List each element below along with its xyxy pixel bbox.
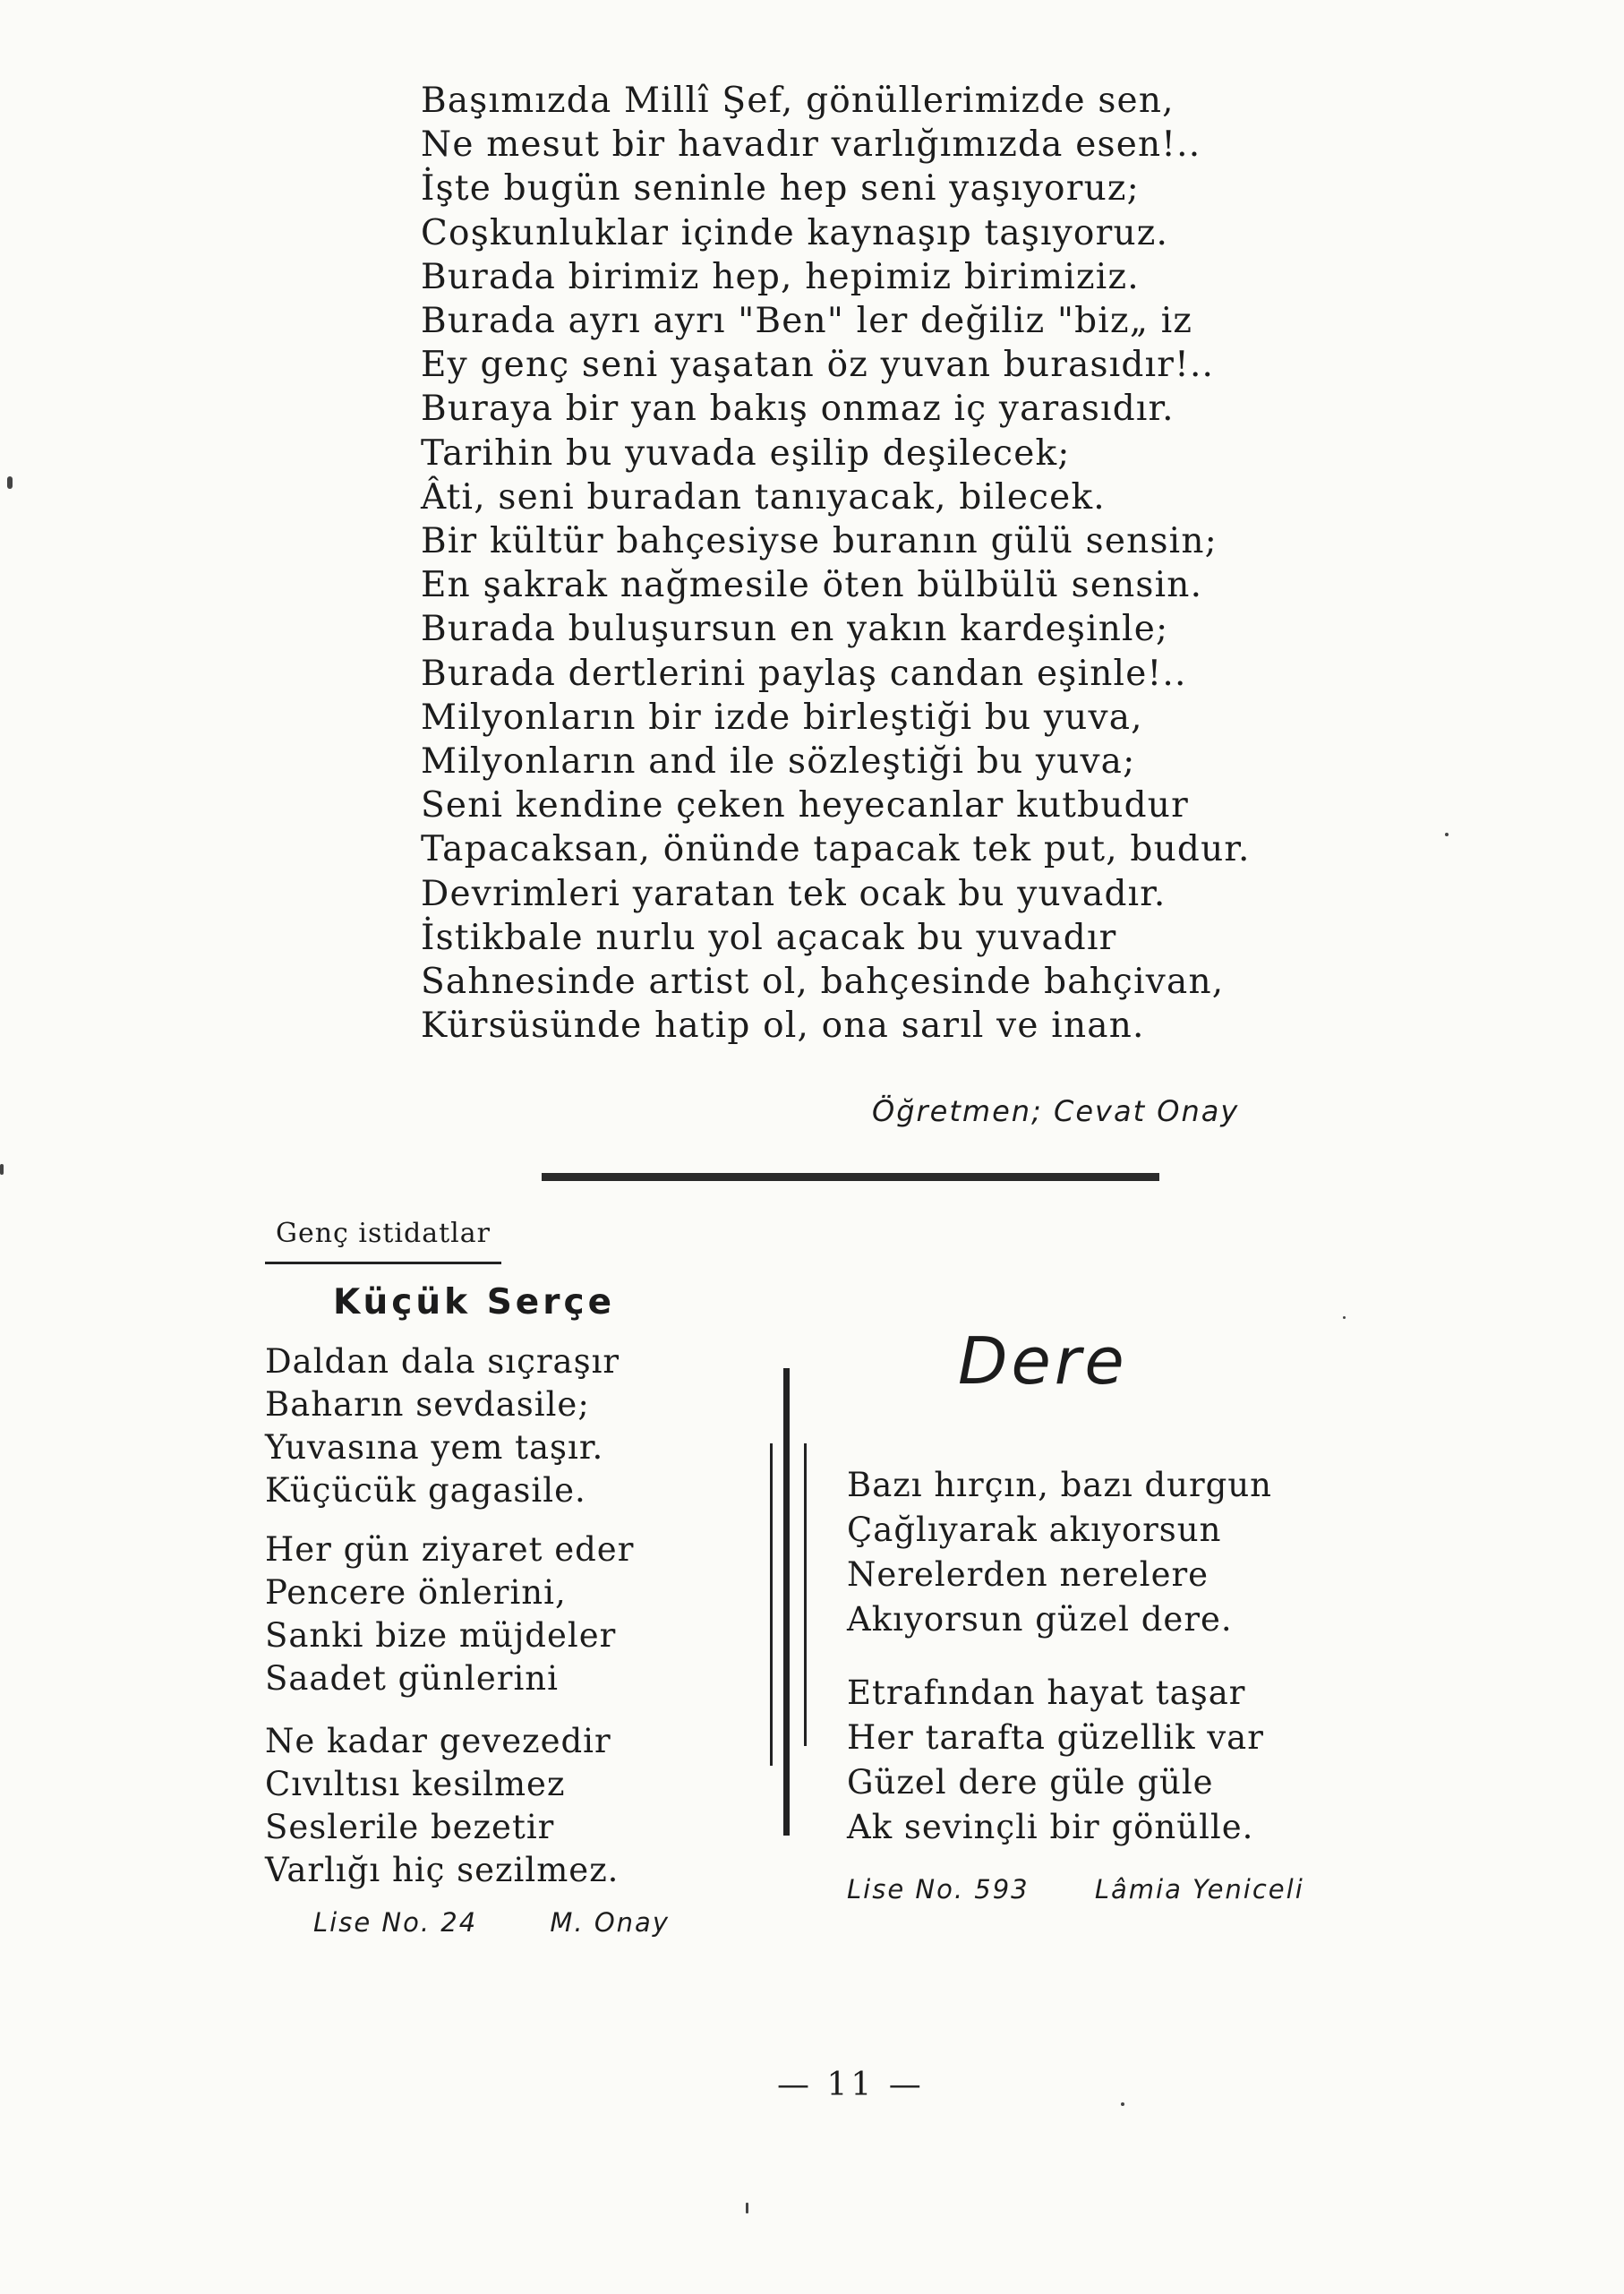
- poem-line: Burada ayrı ayrı "Ben" ler değiliz "biz„ iz: [421, 301, 1193, 342]
- poem-line: Saadet günlerini: [265, 1659, 559, 1698]
- right-poem-author: Lâmia Yeniceli: [1094, 1874, 1304, 1905]
- section-header-underline: [265, 1262, 501, 1264]
- scan-mark: [1121, 2102, 1124, 2106]
- right-poem-signature: [847, 1874, 1304, 1905]
- poem-line: Milyonların bir izde birleştiği bu yuva,: [421, 697, 1143, 738]
- poem-line: Akıyorsun güzel dere.: [847, 1600, 1233, 1639]
- poem-line: Çağlıyarak akıyorsun: [847, 1511, 1222, 1549]
- right-poem-stanza: [847, 1671, 1264, 1850]
- poem-line: Âti, seni buradan tanıyacak, bilecek.: [421, 476, 1106, 518]
- poem-line: Seni kendine çeken heyecanlar kutbudur: [421, 785, 1189, 826]
- scan-mark: [7, 476, 13, 489]
- left-poem-stanza: [265, 1528, 634, 1700]
- poem-line: Nerelerden nerelere: [847, 1555, 1209, 1594]
- poem-line: Ne mesut bir havadır varlığımızda esen!..: [421, 124, 1201, 166]
- poem-line: Sanki bize müjdeler: [265, 1616, 617, 1655]
- poem-line: Yuvasına yem taşır.: [265, 1428, 604, 1467]
- section-header: Genç istidatlar: [276, 1218, 491, 1249]
- poem-line: Devrimleri yaratan tek ocak bu yuvadır.: [421, 873, 1167, 914]
- poem-line: Burada buluşursun en yakın kardeşinle;: [421, 609, 1169, 650]
- main-poem-signature: Öğretmen; Cevat Onay: [872, 1094, 1240, 1128]
- poem-line: Baharın sevdasile;: [265, 1385, 590, 1424]
- poem-line: Pencere önlerini,: [265, 1573, 567, 1612]
- poem-line: Ne kadar gevezedir: [265, 1722, 611, 1760]
- right-poem-stanza: [847, 1463, 1272, 1642]
- poem-line: Kürsüsünde hatip ol, ona sarıl ve inan.: [421, 1006, 1145, 1047]
- poem-line: Ak sevinçli bir gönülle.: [847, 1808, 1254, 1846]
- left-poem-stanza: [265, 1720, 619, 1892]
- left-poem-stanza: [265, 1340, 620, 1512]
- poem-line: Her gün ziyaret eder: [265, 1530, 635, 1569]
- poem-line: Her tarafta güzellik var: [847, 1718, 1264, 1757]
- poem-line: Tapacaksan, önünde tapacak tek put, budur.: [421, 829, 1251, 870]
- main-poem: [421, 79, 1316, 1048]
- poem-line: İstikbale nurlu yol açacak bu yuvadır: [421, 917, 1117, 958]
- poem-line: Sahnesinde artist ol, bahçesinde bahçivan,: [421, 962, 1225, 1003]
- left-poem-school: Lise No. 24: [313, 1907, 478, 1938]
- poem-line: Tarihin bu yuvada eşilip deşilecek;: [421, 432, 1071, 474]
- vertical-rule: [804, 1443, 807, 1746]
- right-poem-title: Dere: [958, 1323, 1128, 1399]
- poem-line: Bir kültür bahçesiyse buranın gülü sensin;: [421, 521, 1218, 562]
- poem-line: Burada birimiz hep, hepimiz birimiziz.: [421, 256, 1140, 297]
- poem-line: İşte bugün seninle hep seni yaşıyoruz;: [421, 168, 1140, 210]
- poem-line: Buraya bir yan bakış onmaz iç yarasıdır.: [421, 389, 1175, 430]
- poem-line: Seslerile bezetir: [265, 1808, 555, 1846]
- vertical-rule: [770, 1443, 773, 1766]
- poem-line: Cıvıltısı kesilmez: [265, 1765, 566, 1803]
- poem-line: Küçücük gagasile.: [265, 1471, 586, 1510]
- poem-line: Daldan dala sıçraşır: [265, 1342, 620, 1381]
- scan-mark: [0, 1164, 4, 1175]
- poem-line: Güzel dere güle güle: [847, 1763, 1214, 1802]
- poem-line: Milyonların and ile sözleştiği bu yuva;: [421, 741, 1136, 783]
- right-poem-school: Lise No. 593: [847, 1874, 1030, 1905]
- poem-line: Etrafından hayat taşar: [847, 1673, 1246, 1712]
- poem-line: Coşkunluklar içinde kaynaşıp taşıyoruz.: [421, 212, 1169, 253]
- left-poem-title: Küçük Serçe: [333, 1282, 616, 1322]
- left-poem-signature: [313, 1907, 670, 1938]
- page-number: — 11 —: [777, 2067, 925, 2103]
- vertical-rule: [783, 1368, 790, 1836]
- section-divider: [542, 1173, 1159, 1181]
- poem-line: Varlığı hiç sezilmez.: [265, 1851, 620, 1889]
- scan-mark: [746, 2203, 748, 2213]
- poem-line: Burada dertlerini paylaş candan eşinle!..: [421, 653, 1187, 694]
- poem-line: En şakrak nağmesile öten bülbülü sensin.: [421, 565, 1203, 606]
- scan-mark: [1445, 833, 1449, 836]
- scan-mark: [1343, 1316, 1346, 1319]
- left-poem-author: M. Onay: [550, 1907, 670, 1938]
- poem-line: Başımızda Millî Şef, gönüllerimizde sen,: [421, 81, 1175, 121]
- poem-line: Ey genç seni yaşatan öz yuvan burasıdır!..: [421, 345, 1215, 386]
- poem-line: Bazı hırçın, bazı durgun: [847, 1466, 1272, 1504]
